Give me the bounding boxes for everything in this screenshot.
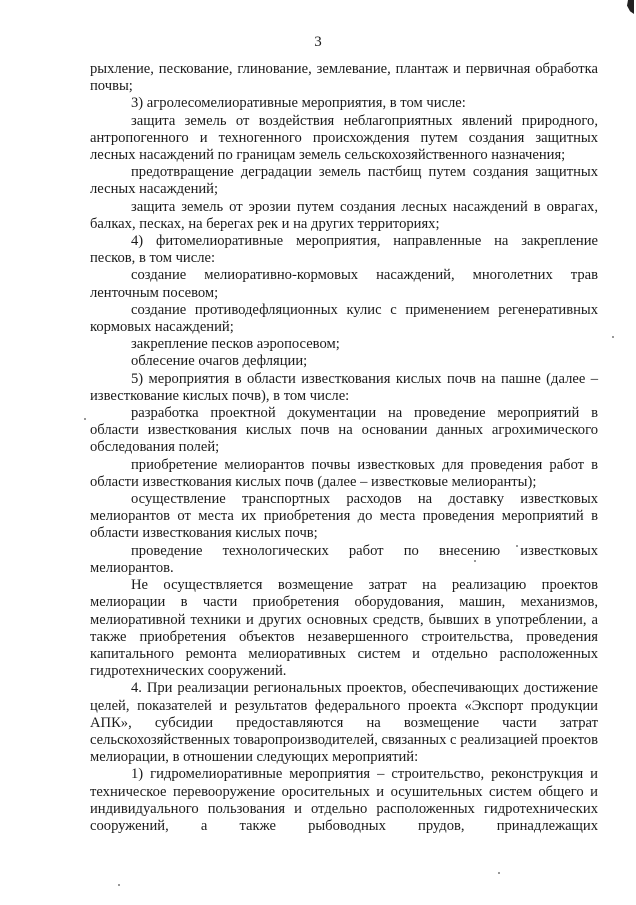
scan-speck	[118, 884, 120, 886]
paragraph: проведение технологических работ по внесению известковых мелиорантов.	[90, 542, 598, 576]
paragraph: создание мелиоративно-кормовых насаждений, многолетних трав ленточным посевом;	[90, 267, 598, 301]
paragraph: 4) фитомелиоративные мероприятия, направленные на закрепление песков, в том числе:	[90, 233, 598, 267]
paragraph: защита земель от эрозии путем создания лесных насаждений в оврагах, балках, песках, на берегах рек и на других территориях;	[90, 198, 598, 232]
scan-speck	[612, 336, 614, 338]
paragraph: создание противодефляционных кулис с применением регенеративных кормовых насаждений;	[90, 301, 598, 336]
paragraph: 1) гидромелиоративные мероприятия – строительство, реконструкция и техническое перевооружение оросительных и осушительных систем общего и индивидуального пользования и отдельно расположенных гидротехнических сооружений, а также рыбоводных прудов, принадлежащих	[90, 766, 598, 834]
document-body	[90, 61, 598, 835]
paragraph: осуществление транспортных расходов на доставку известковых мелиорантов от места их приобретения до места проведения мероприятий в области известкования кислых почв;	[90, 491, 598, 542]
page-number: 3	[314, 34, 322, 50]
paragraph: 3) агролесомелиоративные мероприятия, в том числе:	[131, 95, 466, 112]
scan-speck	[498, 872, 500, 874]
scan-speck	[84, 418, 86, 420]
paragraph: предотвращение деградации земель пастбищ путем создания защитных лесных насаждений;	[90, 164, 598, 198]
scan-corner-mark	[624, 0, 634, 14]
paragraph: приобретение мелиорантов почвы известковых для проведения работ в области известкования кислых почв (далее – известковые мелиоранты);	[90, 456, 598, 490]
paragraph: разработка проектной документации на проведение мероприятий в области известкования кислых почв на основании данных агрохимического обследования полей;	[90, 405, 598, 456]
paragraph: защита земель от воздействия неблагоприятных явлений природного, антропогенного и техногенного происхождения путем создания защитных лесных насаждений по границам земель сельскохозяйственного назначения;	[90, 112, 598, 164]
paragraph: 5) мероприятия в области известкования кислых почв на пашне (далее – известкование кислых почв), в том числе:	[90, 370, 598, 404]
paragraph: облесение очагов дефляции;	[131, 353, 308, 370]
paragraph: Не осуществляется возмещение затрат на реализацию проектов мелиорации в части приобретения оборудования, машин, механизмов, мелиоративной техники и других основных средств, бывших в употреблении, а также приобретения объектов незавершенного строительства, проведения капитального ремонта мелиоративных систем и отдельно расположенных гидротехнических сооружений.	[90, 577, 598, 680]
paragraph: 4. При реализации региональных проектов, обеспечивающих достижение целей, показателей и результатов федерального проекта «Экспорт продукции АПК», субсидии предоставляются на возмещение части затрат сельскохозяйственных товаропроизводителей, связанных с реализацией проектов мелиорации, в отношении следующих мероприятий:	[90, 680, 598, 766]
paragraph: рыхление, пескование, глинование, землевание, плантаж и первичная обработка почвы;	[90, 61, 598, 95]
paragraph: закрепление песков аэропосевом;	[131, 336, 340, 353]
